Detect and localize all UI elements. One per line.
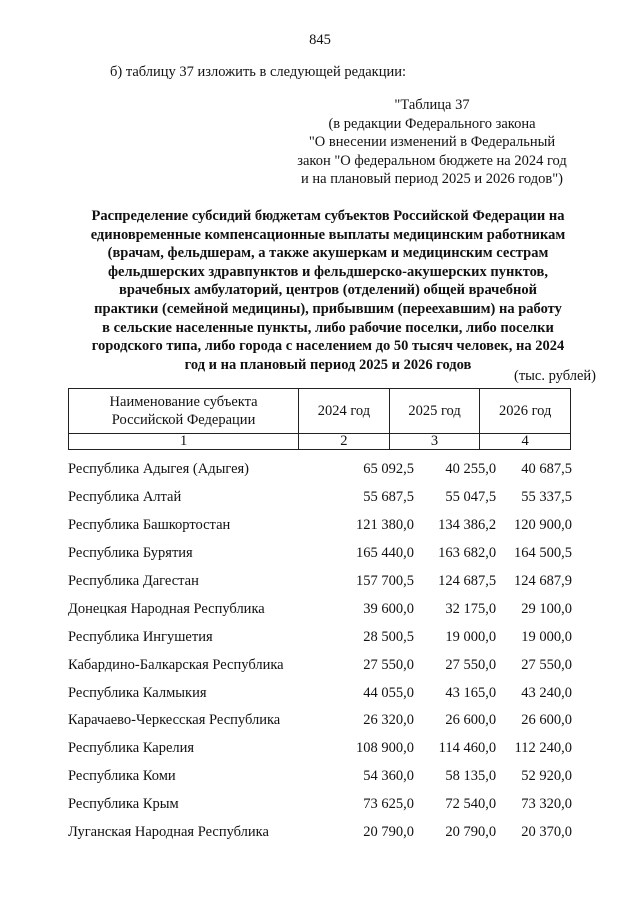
edition-note-line: закон "О федеральном бюджете на 2024 год — [297, 152, 567, 169]
edition-note — [272, 96, 592, 189]
edition-note-line: и на плановый период 2025 и 2026 годов") — [301, 171, 563, 187]
table-title-line: Распределение субсидий бюджетам субъектов Российской Федерации на — [91, 208, 565, 224]
table-title-line: год и на плановый период 2025 и 2026 годов — [184, 356, 472, 373]
table-header — [68, 388, 571, 450]
column-number: 4 — [480, 434, 571, 450]
column-header-2024: 2024 год — [299, 389, 390, 434]
table-title-line: в сельские населенные пункты, либо рабочие поселки, либо поселки — [102, 319, 554, 336]
value-2024: 157 700,5 — [356, 573, 415, 589]
edition-note-line: "Таблица 37 — [394, 97, 470, 113]
value-2025: 114 460,0 — [438, 740, 497, 757]
value-2025: 26 600,0 — [445, 712, 497, 729]
value-2026: 73 320,0 — [521, 796, 573, 813]
value-2024: 20 790,0 — [363, 824, 415, 841]
value-2025: 163 682,0 — [438, 545, 497, 562]
table-row — [68, 484, 572, 512]
value-2026: 40 687,5 — [521, 461, 573, 478]
value-2024: 54 360,0 — [363, 768, 415, 785]
table-row — [68, 763, 572, 791]
value-2026: 20 370,0 — [521, 824, 573, 841]
amendment-instruction: б) таблицу 37 изложить в следующей редакции: — [110, 64, 407, 80]
region-name: Республика Бурятия — [68, 545, 193, 562]
region-name: Республика Крым — [68, 796, 179, 813]
value-2026: 43 240,0 — [521, 684, 573, 701]
units-label: (тыс. рублей) — [514, 368, 596, 384]
table-title — [64, 207, 592, 374]
column-header-name-line: Наименование субъекта — [109, 394, 258, 410]
column-header-name — [69, 389, 299, 434]
column-header-2026: 2026 год — [480, 389, 571, 434]
value-2024: 121 380,0 — [356, 517, 415, 534]
value-2026: 29 100,0 — [521, 600, 573, 617]
value-2025: 55 047,5 — [445, 489, 497, 506]
table-row — [68, 595, 572, 623]
value-2026: 164 500,5 — [514, 545, 573, 562]
value-2026: 120 900,0 — [514, 517, 573, 534]
table-row — [68, 707, 572, 735]
table-title-line: практики (семейной медицины), прибывшим (переехавшим) на работу — [94, 300, 562, 317]
value-2024: 39 600,0 — [363, 600, 415, 617]
table-row — [68, 735, 572, 763]
value-2024: 108 900,0 — [356, 740, 415, 757]
column-number: 1 — [69, 434, 299, 450]
region-name: Республика Ингушетия — [68, 628, 213, 645]
value-2025: 27 550,0 — [445, 656, 497, 673]
value-2024: 65 092,5 — [363, 461, 415, 478]
region-name: Республика Калмыкия — [68, 684, 207, 701]
value-2024: 26 320,0 — [363, 712, 415, 729]
value-2026: 52 920,0 — [521, 768, 573, 785]
table-row — [68, 540, 572, 568]
column-number: 3 — [389, 434, 480, 450]
value-2025: 124 687,5 — [438, 573, 497, 589]
value-2024: 55 687,5 — [363, 489, 415, 506]
value-2024: 44 055,0 — [363, 684, 415, 701]
value-2025: 58 135,0 — [445, 768, 497, 785]
region-name: Кабардино-Балкарская Республика — [68, 656, 284, 673]
table-row — [68, 623, 572, 651]
region-name: Донецкая Народная Республика — [68, 600, 265, 617]
table-row — [68, 512, 572, 540]
region-name: Карачаево-Черкесская Республика — [68, 712, 281, 729]
edition-note-line: "О внесении изменений в Федеральный — [308, 134, 556, 150]
column-number: 2 — [299, 434, 390, 450]
table-row — [68, 568, 572, 596]
table-title-line: единовременные компенсационные выплаты медицинским работникам — [90, 226, 566, 243]
table-title-line: (врачам, фельдшерам, а также акушеркам и медицинским сестрам — [107, 245, 549, 262]
value-2024: 165 440,0 — [356, 545, 415, 562]
value-2024: 27 550,0 — [363, 656, 415, 673]
value-2026: 19 000,0 — [521, 628, 573, 645]
region-name: Республика Адыгея (Адыгея) — [68, 461, 250, 478]
column-header-2025: 2025 год — [389, 389, 480, 434]
table-title-line: фельдшерских здравпунктов и фельдшерско-акушерских пунктов, — [107, 263, 548, 280]
table-title-line: городского типа, либо города с населением до 50 тысяч человек, на 2024 — [91, 338, 565, 355]
value-2026: 112 240,0 — [514, 740, 573, 757]
region-name: Республика Карелия — [68, 740, 195, 757]
table-row — [68, 791, 572, 819]
value-2025: 20 790,0 — [445, 824, 497, 841]
value-2025: 19 000,0 — [445, 628, 497, 645]
region-name: Республика Башкортостан — [68, 517, 231, 534]
table-row — [68, 651, 572, 679]
value-2026: 55 337,5 — [521, 489, 573, 506]
region-name: Луганская Народная Республика — [68, 824, 269, 841]
value-2026: 124 687,9 — [514, 573, 573, 589]
region-name: Республика Алтай — [68, 489, 182, 506]
table-row — [68, 456, 572, 484]
table-row — [68, 679, 572, 707]
table-title-line: врачебных амбулаторий, центров (отделений) общей врачебной — [119, 282, 537, 299]
table-body — [68, 456, 572, 846]
page-number: 845 — [309, 32, 331, 48]
value-2026: 26 600,0 — [521, 712, 573, 729]
column-header-name-line: Российской Федерации — [111, 412, 256, 428]
value-2024: 73 625,0 — [363, 796, 415, 813]
region-name: Республика Дагестан — [68, 573, 199, 589]
region-name: Республика Коми — [68, 768, 176, 785]
value-2024: 28 500,5 — [363, 628, 415, 645]
edition-note-line: (в редакции Федерального закона — [328, 115, 536, 132]
table-row — [68, 819, 572, 847]
value-2025: 40 255,0 — [445, 461, 497, 478]
value-2025: 32 175,0 — [445, 600, 497, 617]
value-2025: 72 540,0 — [445, 796, 497, 813]
value-2025: 43 165,0 — [445, 684, 497, 701]
value-2025: 134 386,2 — [438, 517, 497, 534]
value-2026: 27 550,0 — [521, 656, 573, 673]
